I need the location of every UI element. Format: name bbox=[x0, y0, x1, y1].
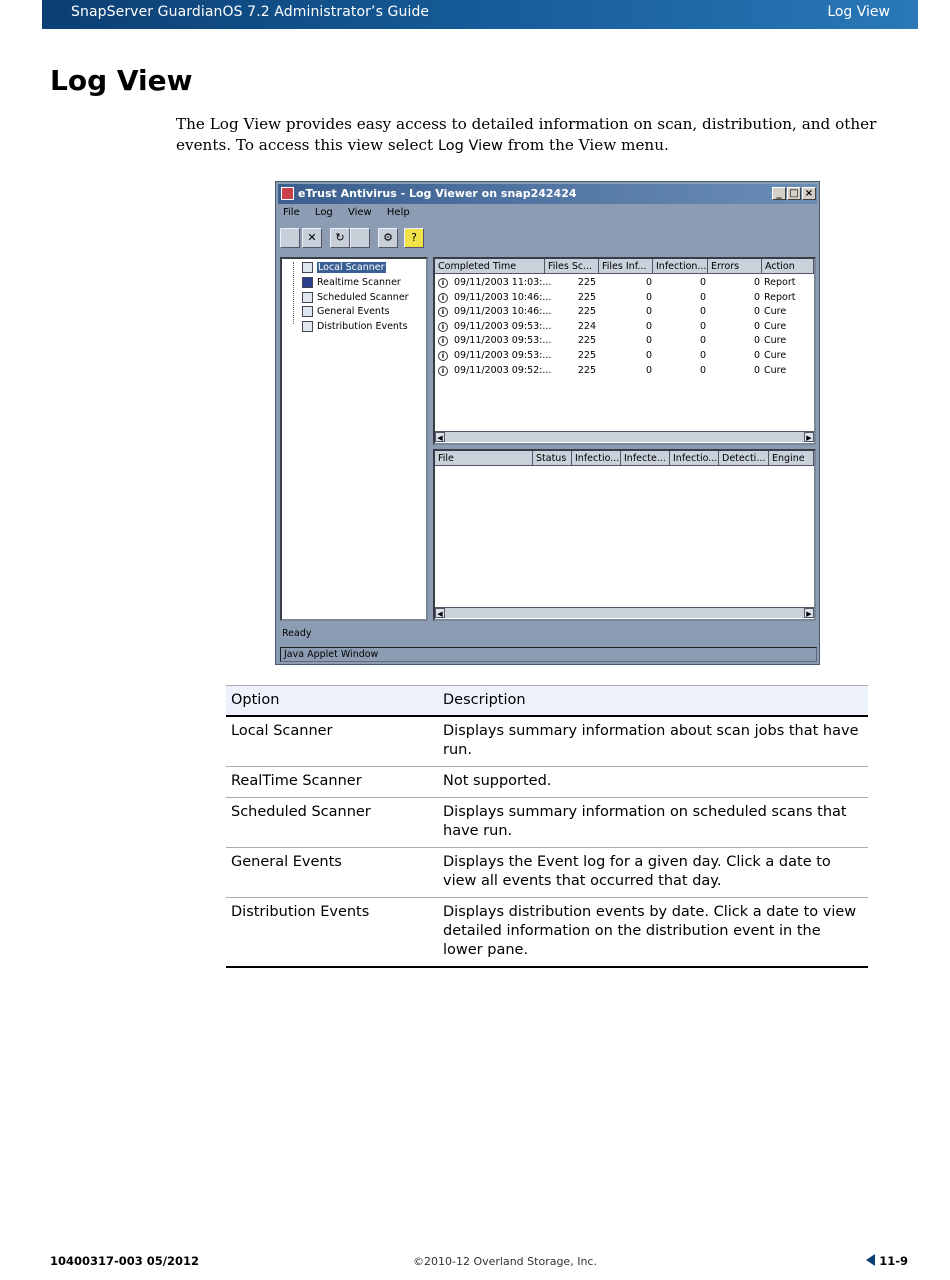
window-title: eTrust Antivirus - Log Viewer on snap242424 bbox=[298, 187, 577, 200]
log-cell: 225 bbox=[577, 350, 596, 361]
log-cell: 09/11/2003 09:53:... bbox=[454, 350, 552, 361]
log-cell: 0 bbox=[699, 350, 706, 361]
log-row bbox=[435, 349, 814, 363]
option-name: General Events bbox=[226, 848, 438, 898]
applet-window-label: Java Applet Window bbox=[280, 647, 817, 662]
lower-detail-pane bbox=[433, 449, 816, 621]
options-table bbox=[226, 685, 868, 968]
scanner-tree bbox=[280, 257, 428, 621]
intro-text-end: from the View menu. bbox=[502, 136, 669, 154]
log-cell: Report bbox=[764, 277, 796, 288]
log-cell: 225 bbox=[577, 306, 596, 318]
log-row bbox=[435, 334, 814, 348]
option-name: Local Scanner bbox=[226, 716, 438, 767]
col-infection-2: Infectio... bbox=[670, 451, 719, 466]
option-name: RealTime Scanner bbox=[226, 767, 438, 798]
log-cell: 0 bbox=[753, 320, 760, 332]
log-cell: 09/11/2003 10:46:... bbox=[454, 306, 552, 318]
realtime-icon bbox=[302, 277, 313, 288]
doc-number: 10400317-003 05/2012 bbox=[50, 1254, 200, 1268]
page-number-text: 11-9 bbox=[879, 1254, 908, 1268]
info-icon: i bbox=[438, 307, 448, 317]
menu-help: Help bbox=[386, 207, 410, 218]
option-description: Displays summary information about scan jobs that have run. bbox=[438, 716, 868, 767]
page-heading: Log View bbox=[50, 64, 193, 97]
schedule-icon bbox=[302, 292, 313, 303]
close-icon: × bbox=[802, 187, 816, 200]
col-files-infected: Files Inf... bbox=[599, 259, 653, 274]
toolbar-disabled-icon bbox=[280, 228, 300, 248]
toolbar-settings-icon: ⚙ bbox=[378, 228, 398, 248]
col-infection-1: Infectio... bbox=[572, 451, 621, 466]
toolbar-help-icon: ? bbox=[404, 228, 424, 248]
log-cell: 225 bbox=[577, 277, 596, 288]
menu-view: View bbox=[347, 207, 372, 218]
log-cell: 0 bbox=[699, 320, 706, 332]
col-files-scanned: Files Sc... bbox=[545, 259, 599, 274]
window-menubar bbox=[283, 207, 422, 218]
option-description: Displays distribution events by date. Click a date to view detailed information on the distribution event in the lower pane. bbox=[438, 898, 868, 968]
info-icon: i bbox=[438, 293, 448, 303]
minimize-icon: _ bbox=[772, 187, 786, 200]
copyright: ©2010-12 Overland Storage, Inc. bbox=[413, 1255, 597, 1268]
window-titlebar bbox=[278, 184, 817, 204]
intro-ui-term: Log View bbox=[437, 138, 503, 154]
table-row bbox=[226, 848, 868, 898]
table-row bbox=[226, 716, 868, 767]
table-header-row bbox=[226, 686, 868, 717]
log-cell: Cure bbox=[764, 306, 787, 318]
page-number bbox=[866, 1254, 908, 1268]
log-cell: 09/11/2003 11:03:... bbox=[454, 277, 552, 288]
log-cell: 0 bbox=[645, 335, 652, 347]
log-cell: 09/11/2003 09:53:... bbox=[454, 320, 552, 332]
header-option: Option bbox=[226, 686, 438, 717]
info-icon: i bbox=[438, 322, 448, 332]
menu-file: File bbox=[283, 207, 300, 218]
option-description: Displays the Event log for a given day. Click a date to view all events that occurred that day. bbox=[438, 848, 868, 898]
intro-paragraph bbox=[176, 114, 916, 157]
scroll-right-icon: ▶ bbox=[804, 432, 814, 442]
log-row bbox=[435, 364, 814, 378]
upper-log-pane bbox=[433, 257, 816, 445]
log-row bbox=[435, 291, 814, 305]
log-cell: 225 bbox=[577, 364, 596, 376]
col-infected: Infecte... bbox=[621, 451, 670, 466]
log-cell: Report bbox=[764, 291, 796, 303]
log-cell: 225 bbox=[577, 335, 596, 347]
log-cell: Cure bbox=[764, 364, 787, 376]
prev-arrow-icon bbox=[866, 1254, 875, 1266]
info-icon: i bbox=[438, 351, 448, 361]
status-text: Ready bbox=[282, 628, 312, 639]
log-cell: 0 bbox=[753, 291, 760, 303]
toolbar-copy-icon bbox=[350, 228, 370, 248]
events-icon bbox=[302, 306, 313, 317]
log-row bbox=[435, 276, 814, 290]
tree-connector bbox=[293, 262, 295, 324]
table-row bbox=[226, 898, 868, 968]
log-cell: Cure bbox=[764, 335, 787, 347]
page-header-bar bbox=[42, 0, 918, 29]
log-cell: 09/11/2003 09:52:... bbox=[454, 364, 552, 376]
option-name: Distribution Events bbox=[226, 898, 438, 968]
scanner-icon bbox=[302, 262, 313, 273]
log-row bbox=[435, 305, 814, 319]
tree-item-distribution-events: Distribution Events bbox=[302, 320, 408, 334]
document-title: SnapServer GuardianOS 7.2 Administrator’s Guide bbox=[71, 4, 430, 20]
col-status: Status bbox=[533, 451, 572, 466]
log-cell: 0 bbox=[699, 306, 706, 318]
info-icon: i bbox=[438, 366, 448, 376]
log-cell: 0 bbox=[699, 364, 706, 376]
option-description: Not supported. bbox=[438, 767, 868, 798]
info-icon: i bbox=[438, 336, 448, 346]
col-detection: Detecti... bbox=[719, 451, 769, 466]
log-cell: 0 bbox=[753, 335, 760, 347]
lower-hscrollbar bbox=[435, 607, 814, 618]
log-cell: 224 bbox=[577, 320, 596, 332]
header-description: Description bbox=[438, 686, 868, 717]
log-cell: 0 bbox=[645, 320, 652, 332]
col-action: Action bbox=[762, 259, 814, 274]
col-engine: Engine bbox=[769, 451, 814, 466]
log-cell: 0 bbox=[645, 277, 652, 288]
info-icon: i bbox=[438, 278, 448, 288]
log-cell: 09/11/2003 10:46:... bbox=[454, 291, 552, 303]
toolbar-refresh-icon: ↻ bbox=[330, 228, 350, 248]
toolbar-delete-icon: ✕ bbox=[302, 228, 322, 248]
log-cell: 0 bbox=[699, 277, 706, 288]
log-cell: 0 bbox=[645, 364, 652, 376]
log-cell: 0 bbox=[753, 306, 760, 318]
distribution-icon bbox=[302, 321, 313, 332]
log-cell: 0 bbox=[753, 364, 760, 376]
table-row bbox=[226, 767, 868, 798]
log-cell: 0 bbox=[645, 306, 652, 318]
log-cell: Cure bbox=[764, 320, 787, 332]
log-cell: 0 bbox=[699, 291, 706, 303]
table-row bbox=[226, 798, 868, 848]
log-cell: 225 bbox=[577, 291, 596, 303]
log-cell: 0 bbox=[645, 350, 652, 361]
col-infections: Infection... bbox=[653, 259, 708, 274]
log-cell: 0 bbox=[753, 277, 760, 288]
log-row bbox=[435, 320, 814, 334]
tree-item-realtime-scanner: Realtime Scanner bbox=[302, 276, 401, 290]
log-cell: 0 bbox=[699, 335, 706, 347]
intro-text: The Log View provides easy access to detailed information on scan, distribution, and other events. To access this view select bbox=[176, 115, 877, 154]
scroll-left-icon: ◀ bbox=[435, 608, 445, 618]
scroll-right-icon: ▶ bbox=[804, 608, 814, 618]
maximize-icon: □ bbox=[787, 187, 801, 200]
tree-item-general-events: General Events bbox=[302, 305, 390, 319]
tree-item-scheduled-scanner: Scheduled Scanner bbox=[302, 291, 409, 305]
log-viewer-screenshot bbox=[275, 181, 820, 665]
app-icon bbox=[281, 187, 294, 200]
upper-hscrollbar bbox=[435, 431, 814, 442]
log-cell: 0 bbox=[753, 350, 760, 361]
col-file: File bbox=[435, 451, 533, 466]
log-cell: 0 bbox=[645, 291, 652, 303]
tree-item-local-scanner: Local Scanner bbox=[302, 261, 386, 275]
col-errors: Errors bbox=[708, 259, 762, 274]
col-completed-time: Completed Time bbox=[435, 259, 545, 274]
option-name: Scheduled Scanner bbox=[226, 798, 438, 848]
log-cell: 09/11/2003 09:53:... bbox=[454, 335, 552, 347]
scroll-left-icon: ◀ bbox=[435, 432, 445, 442]
section-title: Log View bbox=[827, 4, 890, 20]
option-description: Displays summary information on scheduled scans that have run. bbox=[438, 798, 868, 848]
menu-log: Log bbox=[314, 207, 333, 218]
log-cell: Cure bbox=[764, 350, 787, 361]
